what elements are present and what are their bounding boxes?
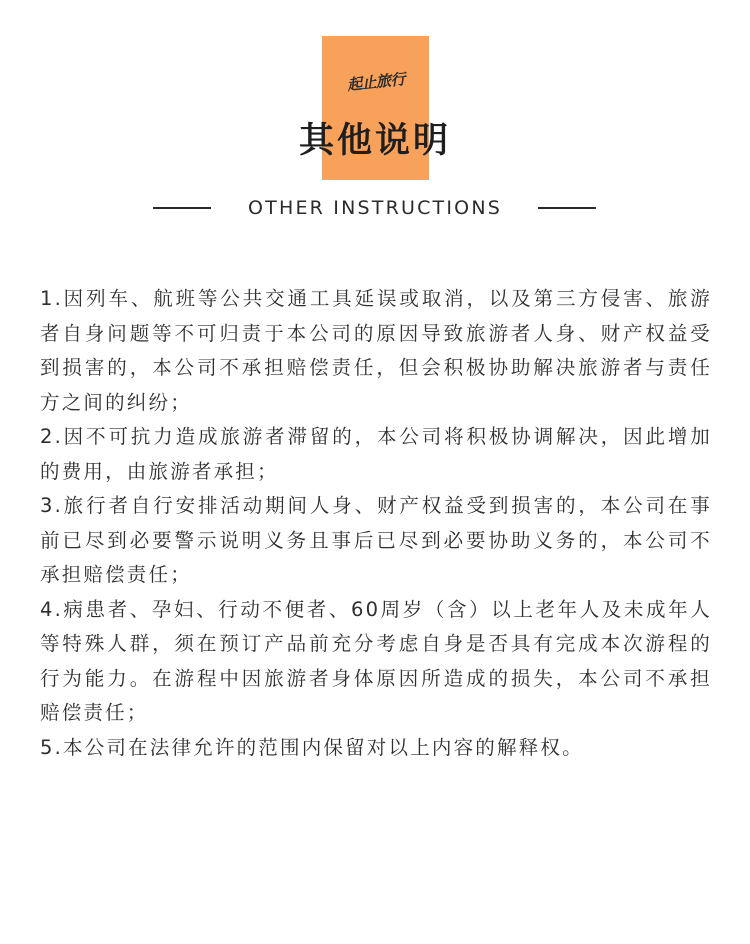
instruction-item: 5.本公司在法律允许的范围内保留对以上内容的解释权。 xyxy=(40,735,584,759)
page-subtitle: OTHER INSTRUCTIONS xyxy=(248,197,502,219)
instruction-item: 1.因列车、航班等公共交通工具延误或取消，以及第三方侵害、旅游者自身问题等不可归责于本公司的原因导致旅游者人身、财产权益受到损害的，本公司不承担赔偿责任，但会积极协助解决旅游者与责任方之间的纠纷； xyxy=(40,287,712,414)
instruction-item: 4.病患者、孕妇、行动不便者、60周岁（含）以上老年人及未成年人等特殊人群，须在预订产品前充分考虑自身是否具有完成本次游程的行为能力。在游程中因旅游者身体原因所造成的损失，本公司不承担赔偿责任； xyxy=(40,597,712,724)
subtitle-rule-left xyxy=(153,207,211,209)
brand-logo xyxy=(338,69,414,95)
instruction-list xyxy=(40,282,712,765)
subtitle-row xyxy=(0,196,750,220)
instruction-item: 2.因不可抗力造成旅游者滞留的，本公司将积极协调解决，因此增加的费用，由旅游者承担； xyxy=(40,425,712,483)
instruction-item: 3.旅行者自行安排活动期间人身、财产权益受到损害的，本公司在事前已尽到必要警示说明义务且事后已尽到必要协助义务的，本公司不承担赔偿责任； xyxy=(40,494,712,586)
page-title: 其他说明 xyxy=(298,121,451,161)
subtitle-rule-right xyxy=(538,207,596,209)
brand-logo-text: 起止旅行 xyxy=(346,70,406,94)
